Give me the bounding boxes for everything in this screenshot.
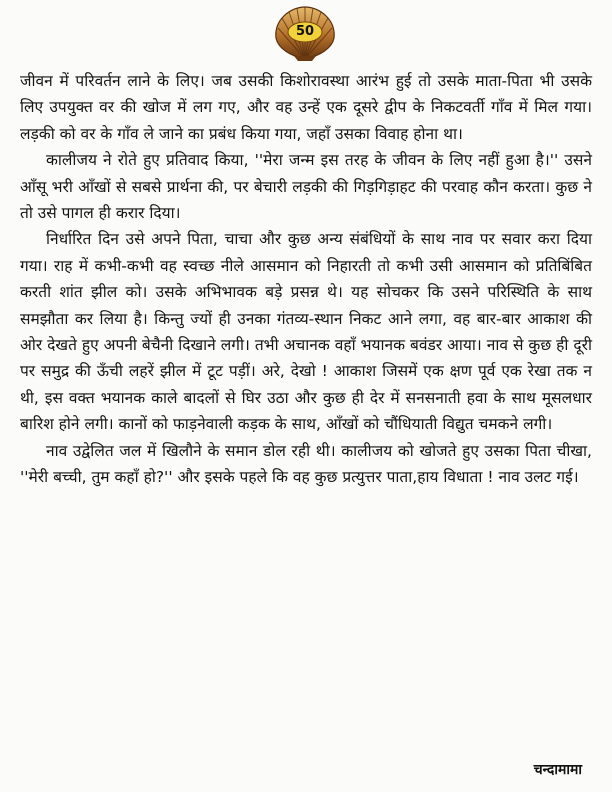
story-text xyxy=(20,68,592,491)
page-number: 50 xyxy=(295,24,315,39)
paragraph: निर्धारित दिन उसे अपने पिता, चाचा और कुछ अन्य संबंधियों के साथ नाव पर सवार करा दिया गया। राह में कभी-कभी वह स्वच्छ नीले आसमान को निहारती तो कभी उसी आसमान को प्रतिबिंबित करती शांत झील को। उसके अभिभावक बड़े प्रसन्न थे। यह सोचकर कि उसने परिस्थिति के साथ समझौता कर लिया है। किन्तु ज्यों ही उनका गंतव्य-स्थान निकट आने लगा, वह बार-बार आकाश की ओर देखते हुए अपनी बेचैनी दिखाने लगी। तभी अचानक वहाँ भयानक बवंडर आया। नाव से कुछ ही दूरी पर समुद्र की ऊँची लहरें झील में टूट पड़ीं। अरे, देखो ! आकाश जिसमें एक क्षण पूर्व एक रेखा तक न थी, इस वक्त भयानक काले बादलों से घिर उठा और कुछ ही देर में सनसनाती हवा के साथ मूसलधार बारिश होने लगी। कानों को फाड़नेवाली कड़क के साथ, आँखों को चौंधियाती विद्युत चमकने लगी। xyxy=(20,230,592,434)
paragraph: जीवन में परिवर्तन लाने के लिए। जब उसकी किशोरावस्था आरंभ हुई तो उसके माता-पिता भी उसके लिए उपयुक्त वर की खोज में लग गए, और वह उन्हें एक दूसरे द्वीप के निकटवर्ती गाँव में मिल गया। लड़की को वर के गाँव ले जाने का प्रबंध किया गया, जहाँ उसका विवाह होना था। xyxy=(20,72,592,143)
paragraph: नाव उद्वेलित जल में खिलौने के समान डोल रही थी। कालीजय को खोजते हुए उसका पिता चीखा, ''मेरी बच्ची, तुम कहाँ हो?'' और इसके पहले कि वह कुछ प्रत्युत्तर पाता,हाय विधाता ! नाव उलट गई। xyxy=(20,441,592,487)
magazine-footer-title: चन्दामामा xyxy=(533,762,582,778)
paragraph: कालीजय ने रोते हुए प्रतिवाद किया, ''मेरा जन्म इस तरह के जीवन के लिए नहीं हुआ है।'' उसने आँसू भरी आँखों से सबसे प्रार्थना की, पर बेचारी लड़की की गिड़गिड़ाहट की परवाह कौन करता। कुछ ने तो उसे पागल ही करार दिया। xyxy=(20,151,592,223)
